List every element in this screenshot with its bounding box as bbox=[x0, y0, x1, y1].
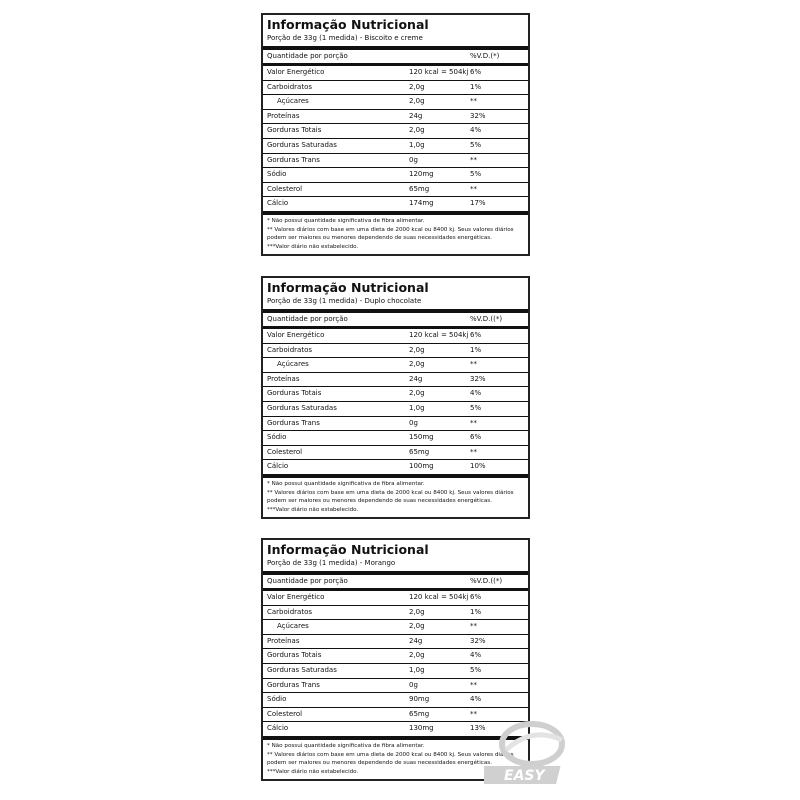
nutrition-panel-biscoito-e-creme bbox=[261, 13, 530, 256]
nutrient-amount: 0g bbox=[409, 418, 418, 427]
nutrient-dv: 6% bbox=[470, 331, 482, 339]
footnote: ***Valor diário não estabelecido. bbox=[267, 768, 359, 775]
nutrient-dv: ** bbox=[470, 184, 477, 193]
nutrient-amount: 2,0g bbox=[409, 97, 425, 106]
table-row bbox=[263, 110, 528, 125]
nutrient-label: Açúcares bbox=[277, 97, 309, 106]
nutrient-dv: ** bbox=[470, 418, 477, 427]
table-row bbox=[263, 81, 528, 96]
table-row bbox=[263, 387, 528, 402]
table-row bbox=[263, 606, 528, 621]
nutrient-dv: ** bbox=[470, 709, 477, 718]
nutrient-label: Proteínas bbox=[267, 636, 300, 645]
nutrient-amount: 24g bbox=[409, 636, 423, 645]
nutrient-label: Valor Energético bbox=[267, 593, 325, 601]
nutrient-label: Cálcio bbox=[267, 724, 289, 733]
nutrient-label: Colesterol bbox=[267, 447, 303, 456]
nutrient-amount: 1,0g bbox=[409, 665, 425, 674]
nutrient-dv: 6% bbox=[470, 68, 482, 76]
nutrient-dv: ** bbox=[470, 680, 477, 689]
nutrient-amount: 174mg bbox=[409, 199, 434, 208]
nutrient-amount: 1,0g bbox=[409, 140, 425, 149]
nutrient-dv: 5% bbox=[470, 403, 482, 412]
nutrient-dv: ** bbox=[470, 447, 477, 456]
table-row bbox=[263, 635, 528, 650]
nutrient-dv: 6% bbox=[470, 593, 482, 601]
nutrient-amount: 2,0g bbox=[409, 607, 425, 616]
nutrient-label: Gorduras Totais bbox=[267, 389, 322, 398]
nutrient-amount: 2,0g bbox=[409, 345, 425, 354]
table-row bbox=[263, 66, 528, 81]
nutrient-label: Proteínas bbox=[267, 111, 300, 120]
serving-size: Porção de 33g (1 medida) - Duplo chocolate bbox=[263, 296, 528, 313]
nutrient-amount: 120 kcal = 504kj bbox=[409, 331, 469, 339]
nutrition-panel-duplo-chocolate bbox=[261, 276, 530, 519]
nutrient-amount: 2,0g bbox=[409, 622, 425, 631]
nutrient-dv: 5% bbox=[470, 665, 482, 674]
footnote: ***Valor diário não estabelecido. bbox=[267, 243, 359, 250]
nutrient-label: Carboidratos bbox=[267, 82, 313, 91]
nutrient-label: Cálcio bbox=[267, 199, 289, 208]
nutrient-amount: 2,0g bbox=[409, 389, 425, 398]
nutrient-label: Gorduras Totais bbox=[267, 126, 322, 135]
nutrient-label: Valor Energético bbox=[267, 68, 325, 76]
table-row bbox=[263, 329, 528, 344]
nutrient-dv: 4% bbox=[470, 695, 482, 704]
table-header bbox=[263, 50, 528, 66]
table-row bbox=[263, 620, 528, 635]
nutrient-label: Sódio bbox=[267, 170, 287, 179]
nutrient-amount: 24g bbox=[409, 374, 423, 383]
table-row bbox=[263, 95, 528, 110]
nutrient-amount: 120 kcal = 504kj bbox=[409, 68, 469, 76]
footnote: * Não possui quantidade significativa de fibra alimentar. bbox=[267, 742, 425, 749]
footnote: * Não possui quantidade significativa de fibra alimentar. bbox=[267, 480, 425, 487]
nutrient-amount: 0g bbox=[409, 680, 418, 689]
nutrient-label: Proteínas bbox=[267, 374, 300, 383]
table-row bbox=[263, 664, 528, 679]
nutrient-dv: ** bbox=[470, 155, 477, 164]
nutrient-dv: 1% bbox=[470, 345, 482, 354]
nutrient-label: Carboidratos bbox=[267, 345, 313, 354]
swoosh-icon bbox=[484, 720, 574, 792]
nutrient-dv: 6% bbox=[470, 433, 482, 442]
nutrient-amount: 65mg bbox=[409, 184, 430, 193]
nutrient-dv: ** bbox=[470, 97, 477, 106]
nutrient-label: Gorduras Trans bbox=[267, 680, 320, 689]
nutrient-amount: 65mg bbox=[409, 709, 430, 718]
nutrient-amount: 2,0g bbox=[409, 82, 425, 91]
nutrient-dv: 1% bbox=[470, 607, 482, 616]
header-label: Quantidade por porção bbox=[267, 577, 348, 585]
nutrient-dv: 5% bbox=[470, 140, 482, 149]
table-row bbox=[263, 402, 528, 417]
nutrient-dv: 4% bbox=[470, 389, 482, 398]
nutrient-label: Sódio bbox=[267, 433, 287, 442]
nutrient-dv: 1% bbox=[470, 82, 482, 91]
nutrient-dv: 10% bbox=[470, 462, 486, 471]
header-label: Quantidade por porção bbox=[267, 52, 348, 60]
table-header bbox=[263, 313, 528, 329]
table-row bbox=[263, 693, 528, 708]
nutrient-label: Gorduras Trans bbox=[267, 155, 320, 164]
nutrient-dv: 32% bbox=[470, 374, 486, 383]
footnotes bbox=[263, 215, 528, 254]
nutrient-label: Gorduras Trans bbox=[267, 418, 320, 427]
nutrient-label: Gorduras Saturadas bbox=[267, 403, 337, 412]
nutrient-label: Gorduras Totais bbox=[267, 651, 322, 660]
table-row bbox=[263, 446, 528, 461]
nutrient-label: Valor Energético bbox=[267, 331, 325, 339]
nutrient-dv: 17% bbox=[470, 199, 486, 208]
nutrient-amount: 2,0g bbox=[409, 126, 425, 135]
header-dv: %V.D.((*) bbox=[470, 315, 503, 323]
nutrient-label: Gorduras Saturadas bbox=[267, 665, 337, 674]
nutrient-dv: 4% bbox=[470, 126, 482, 135]
nutrient-amount: 24g bbox=[409, 111, 423, 120]
nutrient-amount: 65mg bbox=[409, 447, 430, 456]
nutrient-dv: 13% bbox=[470, 724, 486, 733]
table-row bbox=[263, 431, 528, 446]
nutrient-dv: 4% bbox=[470, 651, 482, 660]
table-row bbox=[263, 124, 528, 139]
nutrient-amount: 100mg bbox=[409, 462, 434, 471]
table-header bbox=[263, 575, 528, 591]
nutrient-amount: 130mg bbox=[409, 724, 434, 733]
footnote: ** Valores diários com base em uma dieta de 2000 kcal ou 8400 kj. Seus valores diários podem ser maiores ou menores dependendo de suas necessidades energéticas. bbox=[267, 489, 514, 505]
table-row bbox=[263, 139, 528, 154]
nutrient-amount: 2,0g bbox=[409, 360, 425, 369]
table-row bbox=[263, 373, 528, 388]
table-row bbox=[263, 358, 528, 373]
panel-title: Informação Nutricional bbox=[267, 17, 429, 32]
table-row bbox=[263, 417, 528, 432]
nutrient-amount: 90mg bbox=[409, 695, 430, 704]
nutrient-dv: 32% bbox=[470, 111, 486, 120]
table-row bbox=[263, 344, 528, 359]
header-dv: %V.D.(*) bbox=[470, 52, 500, 60]
nutrient-amount: 0g bbox=[409, 155, 418, 164]
panel-title: Informação Nutricional bbox=[267, 280, 429, 295]
nutrient-amount: 120mg bbox=[409, 170, 434, 179]
footnote: ***Valor diário não estabelecido. bbox=[267, 506, 359, 513]
nutrient-label: Carboidratos bbox=[267, 607, 313, 616]
nutrient-label: Açúcares bbox=[277, 622, 309, 631]
nutrient-dv: 32% bbox=[470, 636, 486, 645]
footnote: ** Valores diários com base em uma dieta de 2000 kcal ou 8400 kj. Seus valores diários podem ser maiores ou menores dependendo de suas necessidades energéticas. bbox=[267, 226, 514, 242]
serving-size: Porção de 33g (1 medida) - Biscoito e creme bbox=[263, 33, 528, 50]
nutrient-amount: 150mg bbox=[409, 433, 434, 442]
svg-text:EASY: EASY bbox=[504, 768, 545, 784]
nutrient-amount: 1,0g bbox=[409, 403, 425, 412]
footnote: ** Valores diários com base em uma dieta de 2000 kcal ou 8400 kj. Seus valores diários podem ser maiores ou menores dependendo de suas necessidades energéticas. bbox=[267, 751, 514, 767]
nutrient-label: Gorduras Saturadas bbox=[267, 140, 337, 149]
footnotes bbox=[263, 478, 528, 517]
footnote: * Não possui quantidade significativa de fibra alimentar. bbox=[267, 217, 425, 224]
nutrient-label: Açúcares bbox=[277, 360, 309, 369]
nutrient-label: Colesterol bbox=[267, 709, 303, 718]
table-row bbox=[263, 679, 528, 694]
nutrient-amount: 120 kcal = 504kj bbox=[409, 593, 469, 601]
nutrient-label: Sódio bbox=[267, 695, 287, 704]
nutrient-dv: ** bbox=[470, 360, 477, 369]
nutrient-amount: 2,0g bbox=[409, 651, 425, 660]
nutrient-label: Cálcio bbox=[267, 462, 289, 471]
panel-title: Informação Nutricional bbox=[267, 542, 429, 557]
nutrient-dv: ** bbox=[470, 622, 477, 631]
table-row bbox=[263, 154, 528, 169]
header-label: Quantidade por porção bbox=[267, 315, 348, 323]
table-row bbox=[263, 649, 528, 664]
brand-watermark-logo bbox=[484, 720, 574, 792]
table-row bbox=[263, 168, 528, 183]
nutrient-dv: 5% bbox=[470, 170, 482, 179]
table-row bbox=[263, 183, 528, 198]
table-row bbox=[263, 460, 528, 474]
header-dv: %V.D.((*) bbox=[470, 577, 503, 585]
table-row bbox=[263, 197, 528, 211]
table-row bbox=[263, 591, 528, 606]
nutrient-label: Colesterol bbox=[267, 184, 303, 193]
serving-size: Porção de 33g (1 medida) - Morango bbox=[263, 558, 528, 575]
